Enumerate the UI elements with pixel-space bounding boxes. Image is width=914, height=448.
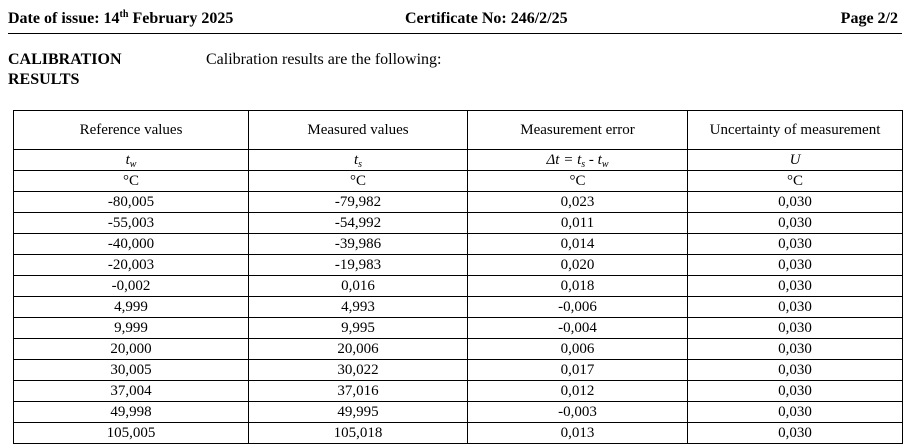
section-title-line2: RESULTS [8, 71, 80, 88]
symbol-row [14, 150, 903, 171]
measured-value-cell: 105,018 [249, 423, 468, 444]
section-title-line1: CALIBRATION [8, 51, 122, 68]
table-row [14, 318, 903, 339]
reference-value-cell: 37,004 [14, 381, 249, 402]
measured-value-cell: -39,986 [249, 234, 468, 255]
measurement-error-cell: 0,011 [468, 213, 688, 234]
column-header-uncertainty: Uncertainty of measurement [688, 111, 903, 150]
calibration-results-table [13, 110, 903, 444]
reference-value-cell: -0,002 [14, 276, 249, 297]
page-header [8, 8, 900, 30]
reference-value-cell: 30,005 [14, 360, 249, 381]
symbol-measured: $t_s$ [249, 150, 468, 171]
uncertainty-cell: 0,030 [688, 192, 903, 213]
table-row [14, 213, 903, 234]
unit-error: °C [468, 171, 688, 192]
measurement-error-cell: 0,012 [468, 381, 688, 402]
measured-value-cell: 0,016 [249, 276, 468, 297]
unit-uncertainty: °C [688, 171, 903, 192]
measurement-error-cell: 0,013 [468, 423, 688, 444]
unit-reference: °C [14, 171, 249, 192]
reference-value-cell: 20,000 [14, 339, 249, 360]
uncertainty-cell: 0,030 [688, 360, 903, 381]
intro-text: Calibration results are the following: [206, 51, 442, 68]
symbol-reference: $t_w$ [14, 150, 249, 171]
column-header-reference: Reference values [14, 111, 249, 150]
uncertainty-cell: 0,030 [688, 276, 903, 297]
measurement-error-cell: 0,006 [468, 339, 688, 360]
table-row [14, 297, 903, 318]
column-header-row [14, 111, 903, 150]
measurement-error-cell: 0,014 [468, 234, 688, 255]
measured-value-cell: 4,993 [249, 297, 468, 318]
uncertainty-cell: 0,030 [688, 255, 903, 276]
measurement-error-cell: -0,003 [468, 402, 688, 423]
table-row [14, 423, 903, 444]
measured-value-cell: -54,992 [249, 213, 468, 234]
reference-value-cell: 9,999 [14, 318, 249, 339]
measurement-error-cell: 0,018 [468, 276, 688, 297]
uncertainty-cell: 0,030 [688, 339, 903, 360]
header-rule [8, 33, 902, 34]
table-row [14, 381, 903, 402]
reference-value-cell: -80,005 [14, 192, 249, 213]
measured-value-cell: 20,006 [249, 339, 468, 360]
uncertainty-cell: 0,030 [688, 402, 903, 423]
section-title [8, 50, 178, 90]
uncertainty-cell: 0,030 [688, 318, 903, 339]
reference-value-cell: -20,003 [14, 255, 249, 276]
date-ordinal-suffix: th [119, 9, 129, 20]
table-row [14, 276, 903, 297]
certificate-number: Certificate No: 246/2/25 [405, 10, 568, 27]
table-row [14, 339, 903, 360]
measured-value-cell: 9,995 [249, 318, 468, 339]
measurement-error-cell: -0,006 [468, 297, 688, 318]
reference-value-cell: -40,000 [14, 234, 249, 255]
measurement-error-cell: 0,017 [468, 360, 688, 381]
uncertainty-cell: 0,030 [688, 297, 903, 318]
reference-value-cell: 49,998 [14, 402, 249, 423]
page-number: Page 2/2 [840, 10, 898, 27]
measurement-error-cell: -0,004 [468, 318, 688, 339]
table-row [14, 192, 903, 213]
uncertainty-cell: 0,030 [688, 381, 903, 402]
uncertainty-cell: 0,030 [688, 423, 903, 444]
reference-value-cell: 4,999 [14, 297, 249, 318]
table-row [14, 402, 903, 423]
measured-value-cell: 30,022 [249, 360, 468, 381]
uncertainty-cell: 0,030 [688, 234, 903, 255]
reference-value-cell: -55,003 [14, 213, 249, 234]
unit-measured: °C [249, 171, 468, 192]
column-header-error: Measurement error [468, 111, 688, 150]
table-row [14, 360, 903, 381]
table-row [14, 255, 903, 276]
date-of-issue: Date of issue: 14th February 2025 [8, 9, 234, 27]
reference-value-cell: 105,005 [14, 423, 249, 444]
symbol-uncertainty: U [688, 150, 903, 171]
column-header-measured: Measured values [249, 111, 468, 150]
table-row [14, 234, 903, 255]
results-body [14, 192, 903, 444]
measured-value-cell: 49,995 [249, 402, 468, 423]
measured-value-cell: 37,016 [249, 381, 468, 402]
measured-value-cell: -79,982 [249, 192, 468, 213]
measurement-error-cell: 0,020 [468, 255, 688, 276]
unit-row [14, 171, 903, 192]
symbol-error: $\Delta t = t_s - t_w$ [468, 150, 688, 171]
measurement-error-cell: 0,023 [468, 192, 688, 213]
uncertainty-cell: 0,030 [688, 213, 903, 234]
measured-value-cell: -19,983 [249, 255, 468, 276]
